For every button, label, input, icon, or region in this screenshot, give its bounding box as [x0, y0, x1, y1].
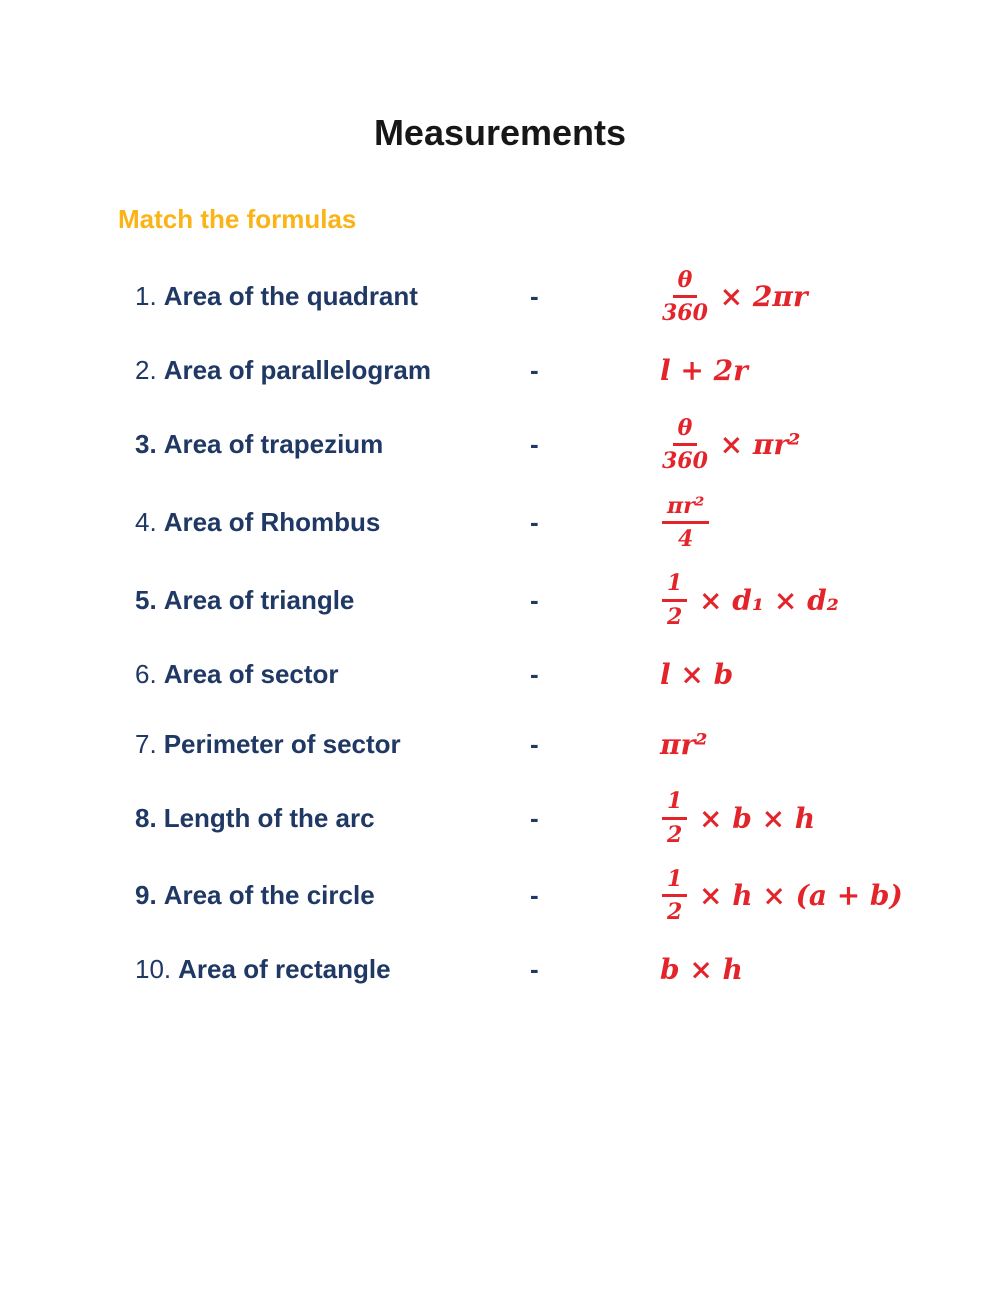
item-label-cell[interactable] [135, 355, 530, 386]
item-number: 4. [135, 506, 157, 537]
list-item [135, 642, 955, 706]
fraction-numerator: 1 [662, 788, 687, 819]
formula[interactable] [660, 564, 839, 636]
match-dash: - [530, 506, 539, 537]
match-dash: - [530, 429, 539, 460]
match-dash: - [530, 802, 539, 833]
fraction-denominator: 360 [662, 300, 708, 327]
formula[interactable] [660, 409, 800, 481]
formula-text: × πr² [709, 428, 801, 462]
fraction [662, 866, 687, 926]
match-dash: - [530, 658, 539, 689]
list-item [135, 261, 955, 333]
formula-text: b × h [660, 953, 743, 987]
fraction-denominator: 360 [662, 448, 708, 475]
item-label-cell[interactable] [135, 803, 530, 834]
item-label: Area of Rhombus [163, 506, 381, 537]
list-item [135, 712, 955, 776]
formula-text: × h × (a + b) [689, 879, 903, 913]
fraction [662, 415, 708, 475]
item-label-cell[interactable] [135, 659, 530, 690]
formula-text: l + 2r [660, 354, 748, 388]
fraction [662, 570, 687, 630]
match-dash: - [530, 880, 539, 911]
item-label: Area of triangle [163, 584, 355, 615]
fraction [662, 788, 687, 848]
item-label: Perimeter of sector [163, 728, 401, 759]
fraction-numerator: θ [673, 415, 698, 446]
fraction-numerator: θ [673, 267, 698, 298]
item-number: 8. [135, 802, 157, 833]
fraction-numerator: 1 [662, 570, 687, 601]
item-label: Area of parallelogram [163, 355, 431, 386]
item-number: 3. [135, 429, 157, 460]
formula[interactable] [660, 728, 708, 761]
item-label-cell[interactable] [135, 429, 530, 460]
item-number: 7. [135, 728, 157, 759]
item-label: Area of the circle [163, 880, 375, 911]
match-dash: - [530, 584, 539, 615]
fraction [662, 267, 708, 327]
item-label-cell[interactable] [135, 954, 530, 985]
list-item [135, 487, 955, 559]
list-item [135, 860, 955, 932]
formula-text: πr² [660, 727, 708, 761]
item-label: Area of trapezium [163, 429, 384, 460]
fraction-denominator: 4 [678, 525, 694, 552]
match-dash: - [530, 355, 539, 386]
formula-text: × d₁ × d₂ [689, 583, 839, 617]
match-dash: - [530, 281, 539, 312]
fraction-denominator: 2 [667, 821, 683, 848]
formula[interactable] [660, 860, 903, 932]
section-heading: Match the formulas [118, 204, 357, 234]
item-number: 5. [135, 584, 157, 615]
item-number: 2. [135, 355, 157, 386]
match-dash: - [530, 728, 539, 759]
item-number: 9. [135, 880, 157, 911]
formula[interactable] [660, 782, 815, 854]
item-number: 10. [135, 954, 172, 985]
item-label-cell[interactable] [135, 585, 530, 616]
item-number: 6. [135, 658, 157, 689]
fraction-denominator: 2 [667, 603, 683, 630]
fraction-numerator: 1 [662, 866, 687, 897]
item-label-cell[interactable] [135, 507, 530, 538]
list-item [135, 564, 955, 636]
list-item [135, 782, 955, 854]
item-label: Area of the quadrant [163, 281, 418, 312]
item-label-cell[interactable] [135, 729, 530, 760]
list-item [135, 938, 955, 1002]
item-label: Area of rectangle [178, 954, 391, 985]
match-list [135, 261, 955, 1002]
list-item [135, 339, 955, 403]
list-item [135, 409, 955, 481]
fraction-numerator: πr² [662, 493, 709, 524]
match-dash: - [530, 954, 539, 985]
item-label-cell[interactable] [135, 281, 530, 312]
fraction-denominator: 2 [667, 899, 683, 926]
formula[interactable] [660, 261, 808, 333]
formula-text: l × b [660, 657, 734, 691]
formula-text: × b × h [689, 801, 816, 835]
item-label: Length of the arc [163, 802, 375, 833]
page-title: Measurements [373, 112, 627, 153]
item-label-cell[interactable] [135, 880, 530, 911]
formula[interactable] [660, 953, 743, 986]
fraction [662, 493, 709, 553]
item-number: 1. [135, 281, 157, 312]
formula[interactable] [660, 354, 748, 387]
formula[interactable] [660, 658, 733, 691]
formula[interactable] [660, 487, 711, 559]
formula-text: × 2πr [709, 280, 808, 314]
item-label: Area of sector [163, 658, 339, 689]
